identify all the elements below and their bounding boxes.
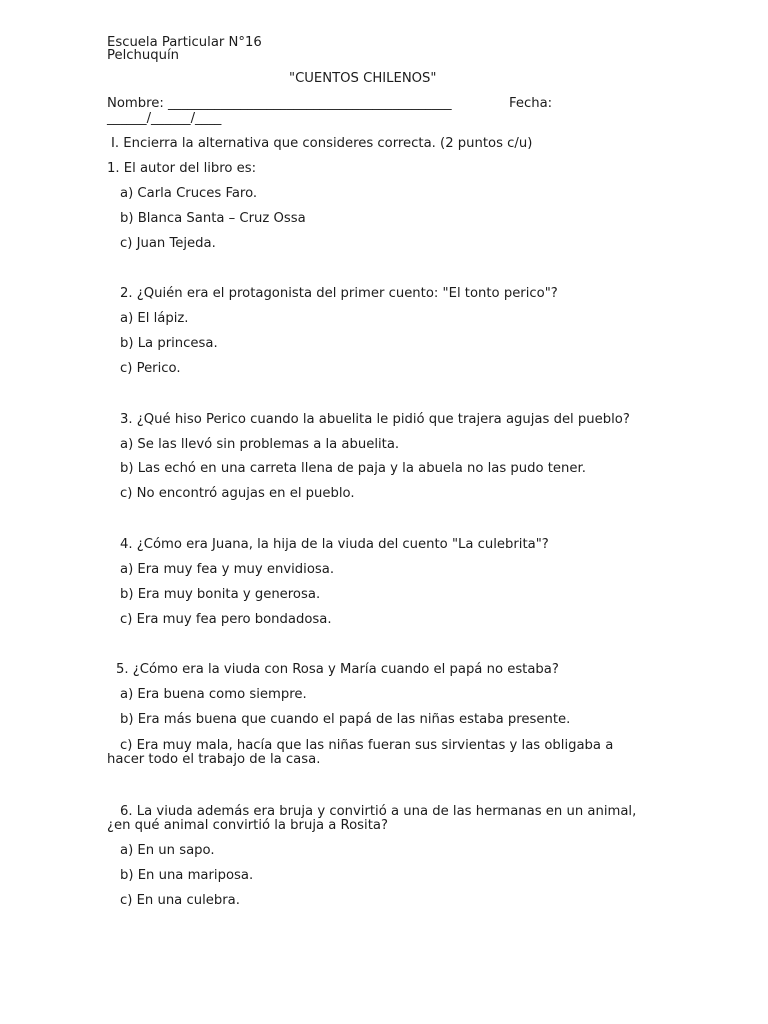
question-6: 6. La viuda además era bruja y convirtió a una de las hermanas en un animal, — [120, 804, 637, 819]
document-title: "CUENTOS CHILENOS" — [289, 71, 437, 86]
question-5-option-b: b) Era más buena que cuando el papá de las niñas estaba presente. — [120, 712, 571, 727]
question-2-option-a: a) El lápiz. — [120, 311, 189, 326]
instructions: I. Encierra la alternativa que consideres correcta. (2 puntos c/u) — [111, 136, 533, 151]
question-3: 3. ¿Qué hiso Perico cuando la abuelita le pidió que trajera agujas del pueblo? — [120, 412, 630, 427]
question-2: 2. ¿Quién era el protagonista del primer cuento: "El tonto perico"? — [120, 286, 558, 301]
question-3-option-a: a) Se las llevó sin problemas a la abuelita. — [120, 437, 400, 452]
question-3-option-c: c) No encontró agujas en el pueblo. — [120, 486, 355, 501]
question-1-option-c: c) Juan Tejeda. — [120, 236, 216, 251]
name-field-label: Nombre: ___________________________________________ — [107, 96, 452, 111]
question-1-option-a: a) Carla Cruces Faro. — [120, 186, 258, 201]
date-field-blank: ______/______/____ — [107, 111, 222, 126]
question-2-option-b: b) La princesa. — [120, 336, 218, 351]
school-name: Escuela Particular N°16 — [107, 35, 262, 50]
date-field-label: Fecha: — [509, 96, 553, 111]
question-3-option-b: b) Las echó en una carreta llena de paja y la abuela no las pudo tener. — [120, 461, 586, 476]
question-2-option-c: c) Perico. — [120, 361, 181, 376]
question-6-continued: ¿en qué animal convirtió la bruja a Rosita? — [107, 818, 388, 833]
question-4-option-b: b) Era muy bonita y generosa. — [120, 587, 321, 602]
question-4-option-a: a) Era muy fea y muy envidiosa. — [120, 562, 335, 577]
question-1-option-b: b) Blanca Santa – Cruz Ossa — [120, 211, 306, 226]
question-5: 5. ¿Cómo era la viuda con Rosa y María cuando el papá no estaba? — [116, 662, 559, 677]
school-location: Pelchuquín — [107, 48, 179, 63]
question-6-option-c: c) En una culebra. — [120, 893, 240, 908]
question-4-option-c: c) Era muy fea pero bondadosa. — [120, 612, 332, 627]
question-4: 4. ¿Cómo era Juana, la hija de la viuda del cuento "La culebrita"? — [120, 537, 549, 552]
question-6-option-a: a) En un sapo. — [120, 843, 215, 858]
question-5-option-c: c) Era muy mala, hacía que las niñas fueran sus sirvientas y las obligaba a — [120, 738, 614, 753]
question-1: 1. El autor del libro es: — [107, 161, 257, 176]
question-6-option-b: b) En una mariposa. — [120, 868, 254, 883]
question-5-option-a: a) Era buena como siempre. — [120, 687, 307, 702]
question-5-option-c-continued: hacer todo el trabajo de la casa. — [107, 752, 321, 767]
